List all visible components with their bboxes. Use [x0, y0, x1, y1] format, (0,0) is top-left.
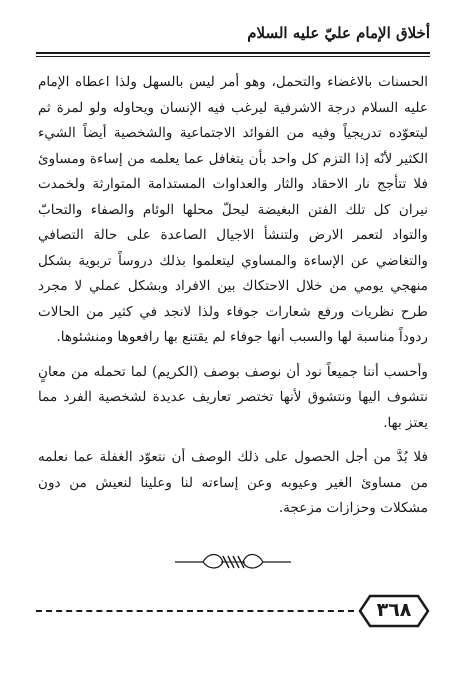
- page-number: ٣٦٨: [376, 599, 412, 621]
- paragraph-3: فلا بُدَّ من أجل الحصول على ذلك الوصف أن نتعوّد الغفلة عما نعلمه من مساوئ الغير وعيوبه وعن إساءته لنا وعلينا لنعيش من دون مشكلات وحزازات مزعجة.: [38, 449, 428, 516]
- paragraph-2: وأحسب أننا جميعاً نود أن نوصف بوصف (الكريم) لما تحمله من معانٍ نتشوف اليها ونتشوق لأنها تختصر تعاريف عديدة لشخصية الفرد مما يعتز بها.: [38, 363, 428, 431]
- page-footer: [36, 594, 430, 628]
- paragraph-1: الحسنات بالاغضاء والتحمل، وهو أمر ليس بالسهل ولذا اعطاه الإمام عليه السلام درجة الاشرفية ليرغب فيه الإنسان ويحاوله ولو لمرة ثم ليتعوّده تدريجياً وفيه من الفوائد الاجتماعية والشخصية أيضاً الشيء الكثير لأنّه إذا التزم كل واحد بأن يتغافل عما يعلمه من إساءة ومساوئ فلا تتأجج نار الاحقاد والثار والعداوات المستدامة المتوارثة ولخمدت نيران كل تلك الفتن البغيضة ليحلّ محلها الوئام والصفاء والتحابّ والتواد لتعمر الارض ولتنشأ الاجيال الصاعدة على حالة التصافي والتغاضي عن الإساءة والمساوي ليتعلموا بذلك دروساً تربوية بشكل منهجي يومي من خلال الاحتكاك بين الافراد وبشكل عملي لا مجرد طرح نظريات ورفع شعارات جوفاء ولذا لانجد في كثير من الحالات ردوداً مناسبة لها والسبب أنها جوفاء لم يقتنع بها رافعوها ومنشئوها.: [38, 74, 428, 345]
- page-number-badge: [358, 594, 430, 628]
- section-end-ornament: [173, 548, 293, 576]
- running-header: [36, 22, 430, 58]
- ornament-flourish-icon: [173, 548, 293, 576]
- body-text: [38, 70, 428, 522]
- running-header-title: أخلاق الإمام عليّ عليه السلام: [247, 24, 430, 42]
- footer-dashed-rule: [36, 610, 354, 612]
- header-rule-thin: [36, 56, 430, 57]
- header-rule: [36, 52, 430, 54]
